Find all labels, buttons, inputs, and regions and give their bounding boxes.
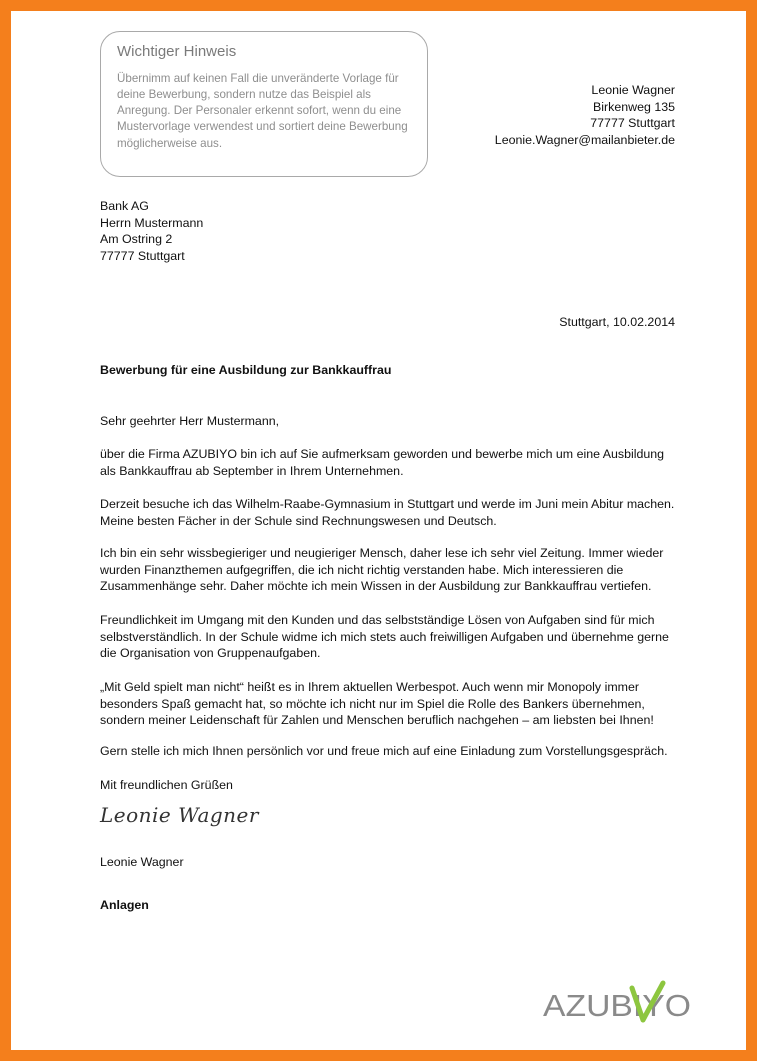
body-paragraph: Derzeit besuche ich das Wilhelm-Raabe-Gymnasium in Stuttgart und werde im Juni mein Abitur machen. Meine besten Fächer in der Schule sind Rechnungswesen und Deutsch. [100,497,675,528]
handwritten-signature: Leonie Wagner [100,803,259,827]
notice-box [100,31,428,177]
body-paragraph: Ich bin ein sehr wissbegieriger und neugieriger Mensch, daher lese ich sehr viel Zeitung. Immer wieder wurden Finanzthemen aufgegriffen, die ich nicht richtig verstanden habe. Mich interessieren die Zusammenhänge sehr. Daher möchte ich mein Wissen in der Ausbildung zur Bankkauffrau vertiefen. [100,546,664,593]
salutation: Sehr geehrter Herr Mustermann, [100,414,280,428]
notice-title: Wichtiger Hinweis [117,43,237,60]
recipient-company: Bank AG [100,199,149,213]
azubiyo-logo [540,980,700,1030]
sender-name: Leonie Wagner [591,83,675,97]
recipient-address [100,198,203,264]
recipient-street: Am Ostring 2 [100,232,173,246]
sender-city: 77777 Stuttgart [590,116,675,130]
closing: Mit freundlichen Grüßen [100,778,233,792]
body-paragraph: „Mit Geld spielt man nicht“ heißt es in Ihrem aktuellen Werbespot. Auch wenn mir Monopoly immer besonders Spaß gemacht hat, so möchte ich nicht nur im Spiel die Rolle des Bankers übernehmen, sondern meiner Leidenschaft für Zahlen und Menschen beruflich nachgehen – am liebsten bei Ihnen! [100,680,654,727]
letter-date: Stuttgart, 10.02.2014 [559,315,675,329]
recipient-city: 77777 Stuttgart [100,248,185,263]
body-paragraph: Gern stelle ich mich Ihnen persönlich vor und freue mich auf eine Einladung zum Vorstellungsgespräch. [100,744,668,758]
logo-text: AZUBIYO [543,988,691,1023]
signed-name: Leonie Wagner [100,855,184,869]
body-paragraph: über die Firma AZUBIYO bin ich auf Sie aufmerksam geworden und bewerbe mich um eine Ausbildung als Bankkauffrau ab September in Ihrem Unternehmen. [100,447,665,478]
sender-address [495,82,675,148]
sender-street: Birkenweg 135 [593,99,675,114]
notice-text: Übernimm auf keinen Fall die unveränderte Vorlage für deine Bewerbung, sondern nutze das Beispiel als Anregung. Der Personaler erkennt sofort, wenn du eine Mustervorlage verwendest und sortiert deine Bewerbung möglicherweise aus. [117,71,408,150]
sender-email: Leonie.Wagner@mailanbieter.de [494,132,675,147]
letter-subject: Bewerbung für eine Ausbildung zur Bankkauffrau [100,363,392,377]
attachments-label: Anlagen [100,898,149,912]
recipient-person: Herrn Mustermann [100,215,204,230]
body-paragraph: Freundlichkeit im Umgang mit den Kunden und das selbstständige Lösen von Aufgaben sind für mich selbstverständlich. In der Schule widme ich mich stets auch freiwilligen Aufgaben und übernehme gerne die Organisation von Gruppenaufgaben. [100,613,669,660]
